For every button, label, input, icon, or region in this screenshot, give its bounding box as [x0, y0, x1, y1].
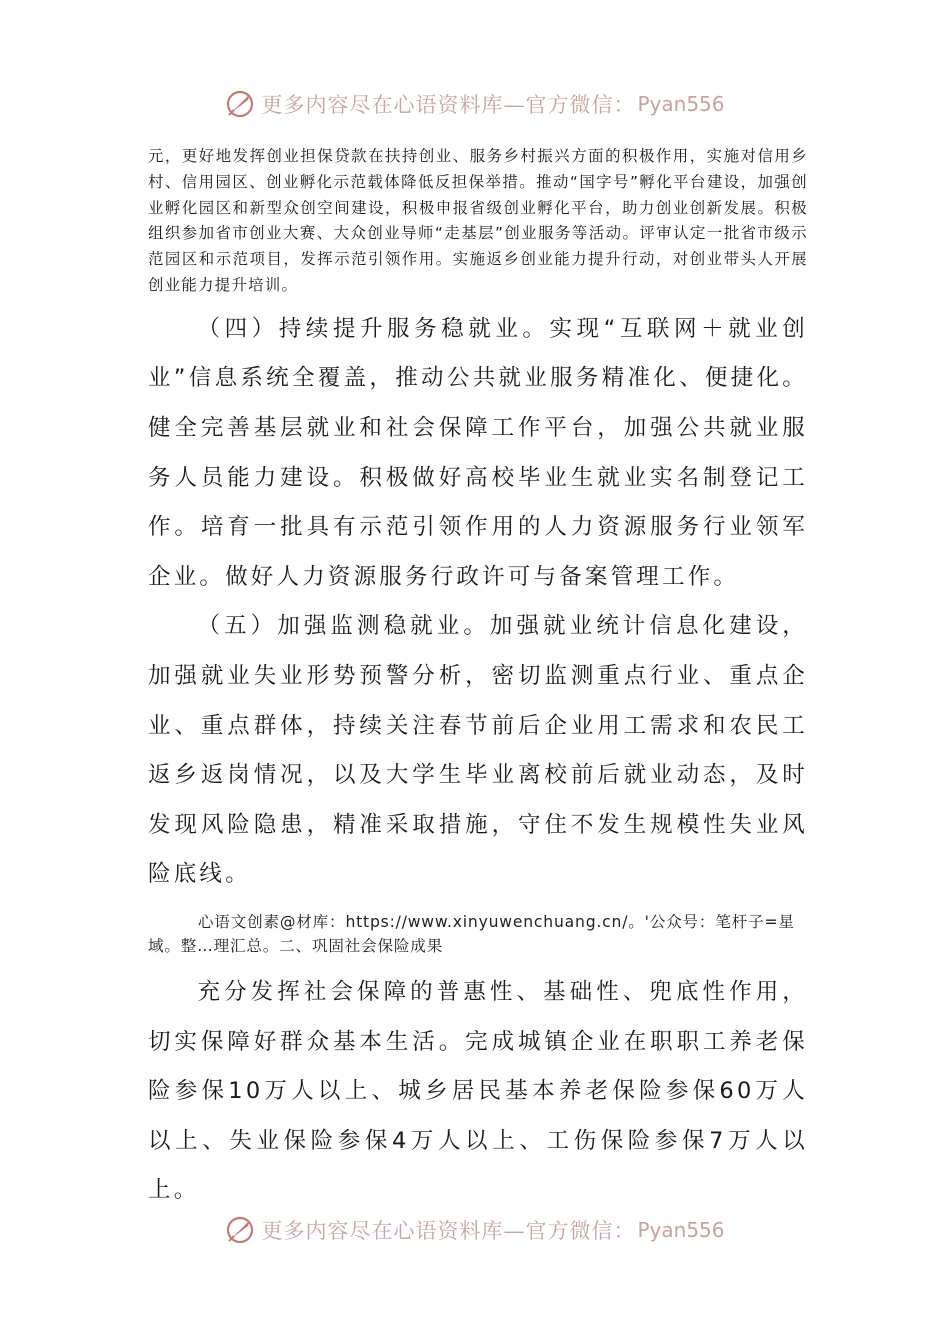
quill-logo-icon: [225, 1215, 255, 1245]
paragraph-section-four: （四）持续提升服务稳就业。实现“互联网＋就业创业”信息系统全覆盖，推动公共就业服务精准化、便捷化。健全完善基层就业和社会保障工作平台，加强公共就业服务人员能力建设。积极做好高校毕业生就业实名制登记工作。培育一批具有示范引领作用的人力资源服务行业领军企业。做好人力资源服务行政许可与备案管理工作。: [148, 315, 808, 590]
paragraph-social-insurance: 充分发挥社会保障的普惠性、基础性、兜底性作用，切实保障好群众基本生活。完成城镇企业在职职工养老保险参保10万人以上、城乡居民基本养老保险参保60万人以上、失业保险参保4万人以上、工伤保险参保7万人以上。: [148, 978, 808, 1204]
quill-logo-icon: [225, 89, 255, 119]
paragraph-guarantee-loans: 元，更好地发挥创业担保贷款在扶持创业、服务乡村振兴方面的积极作用，实施对信用乡村、信用园区、创业孵化示范载体降低反担保举措。推动“国字号”孵化平台建设，加强创业孵化园区和新型众创空间建设，积极申报省级创业孵化平台，助力创业创新发展。积极组织参加省市创业大赛、大众创业导师“走基层”创业服务等活动。评审认定一批省市级示范园区和示范项目，发挥示范引领作用。实施返乡创业能力提升行动，对创业带头人开展创业能力提升培训。: [148, 147, 808, 294]
footer-banner-text: 更多内容尽在心语资料库—官方微信：: [261, 1219, 636, 1243]
header-wechat-id: Pyan556: [637, 92, 725, 116]
source-note: 心语文创素@材库：https://www.xinyuwenchuang.cn/。'公众号：笔杆子=星域。整…理汇总。二、巩固社会保险成果: [148, 912, 795, 955]
header-banner: [0, 84, 950, 124]
footer-wechat-id: Pyan556: [637, 1218, 725, 1242]
header-banner-text: 更多内容尽在心语资料库—官方微信：: [261, 93, 636, 117]
paragraph-section-five: （五）加强监测稳就业。加强就业统计信息化建设，加强就业失业形势预警分析，密切监测重点行业、重点企业、重点群体，持续关注春节前后企业用工需求和农民工返乡返岗情况，以及大学生毕业离校前后就业动态，及时发现风险隐患，精准采取措施，守住不发生规模性失业风险底线。: [148, 613, 808, 888]
document-body: [148, 144, 808, 1216]
footer-banner: [0, 1210, 950, 1250]
